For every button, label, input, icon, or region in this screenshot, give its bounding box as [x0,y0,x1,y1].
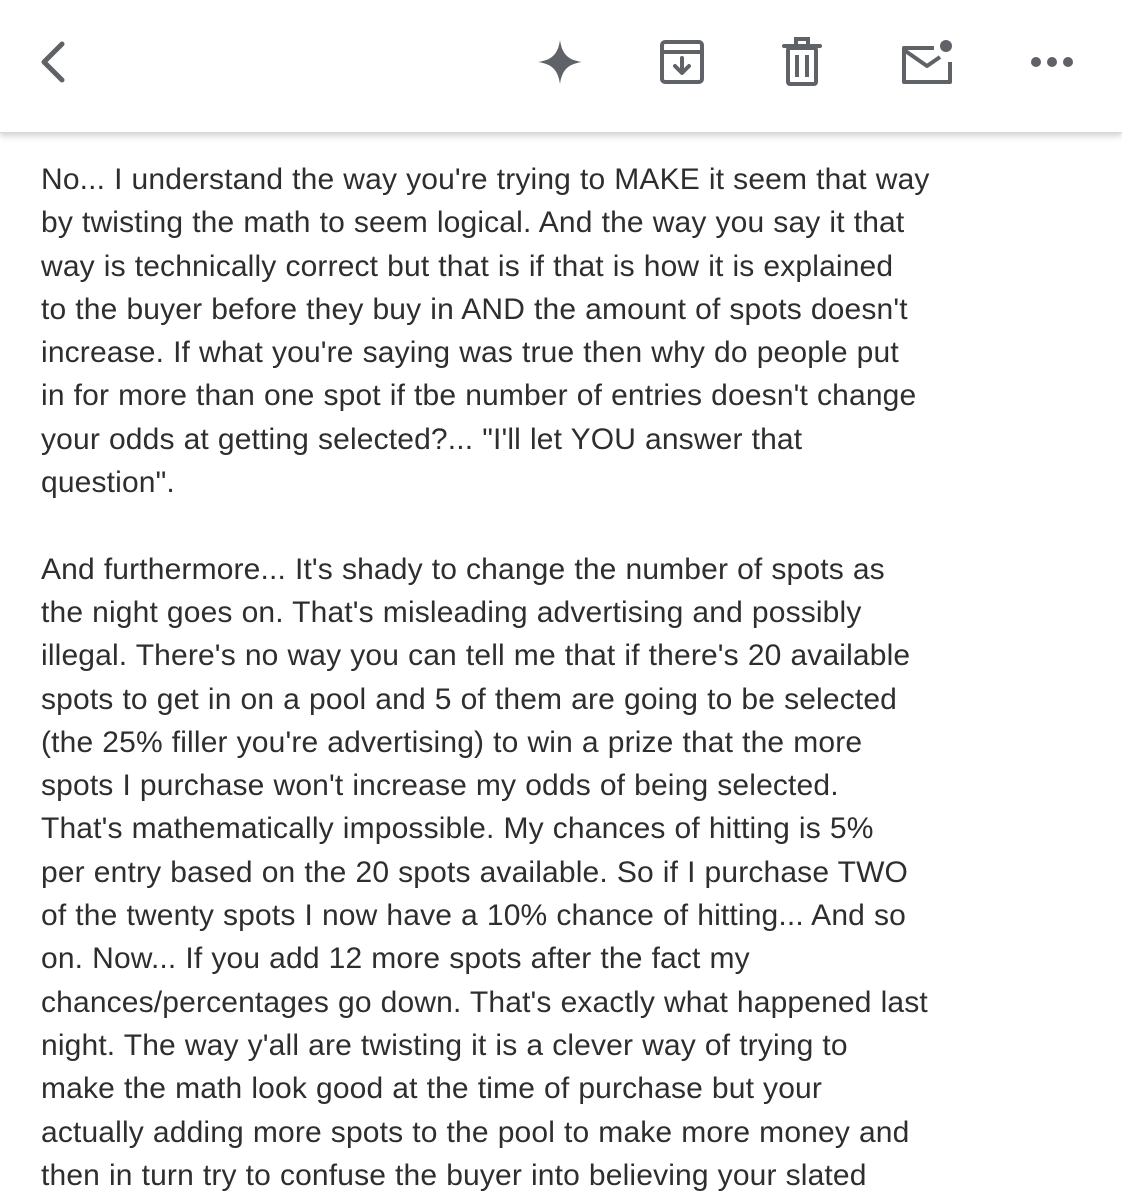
paragraph-gap [41,504,1101,547]
back-button[interactable] [22,30,86,94]
mark-unread-icon [896,34,960,90]
more-icon [1028,52,1076,72]
more-options-button[interactable] [1020,30,1084,94]
email-toolbar [0,0,1122,133]
trash-icon [776,36,828,88]
sparkle-icon [536,38,584,86]
mark-unread-button[interactable] [896,30,960,94]
message-paragraph: No... I understand the way you're trying to MAKE it seem that way by twisting the math to seem logical. And the way you say it that way is technically correct but that is if that is how it is explained to the buyer before they buy in AND the amount of spots doesn't increase. If what you're saying was true then why do people put in for more than one spot if tbe number of entries doesn't change your odds at getting selected?... "I'll let YOU answer that question". [41,163,930,500]
delete-button[interactable] [770,30,834,94]
email-body [41,158,1101,1197]
archive-button[interactable] [650,30,714,94]
chevron-left-icon [34,38,74,86]
message-paragraph: And furthermore... It's shady to change the number of spots as the night goes on. That's misleading advertising and possibly illegal. There's no way you can tell me that if there's 20 available spots to get in on a pool and 5 of them are going to be selected (the 25% filler you're advertising) to win a prize that the more spots I purchase won't increase my odds of being selected. That's mathematically impossible. My chances of hitting is 5% per entry based on the 20 spots available. So if I purchase TWO of the twenty spots I now have a 10% chance of hitting... And so on. Now... If you add 12 more spots after the fact my chances/percentages go down. That's exactly what happened last night. The way y'all are twisting it is a clever way of trying to make the math look good at the time of purchase but your actually adding more spots to the pool to make more money and then in turn try to confuse the buyer into believing your slated [41,552,928,1192]
archive-icon [656,36,708,88]
gemini-button[interactable] [528,30,592,94]
